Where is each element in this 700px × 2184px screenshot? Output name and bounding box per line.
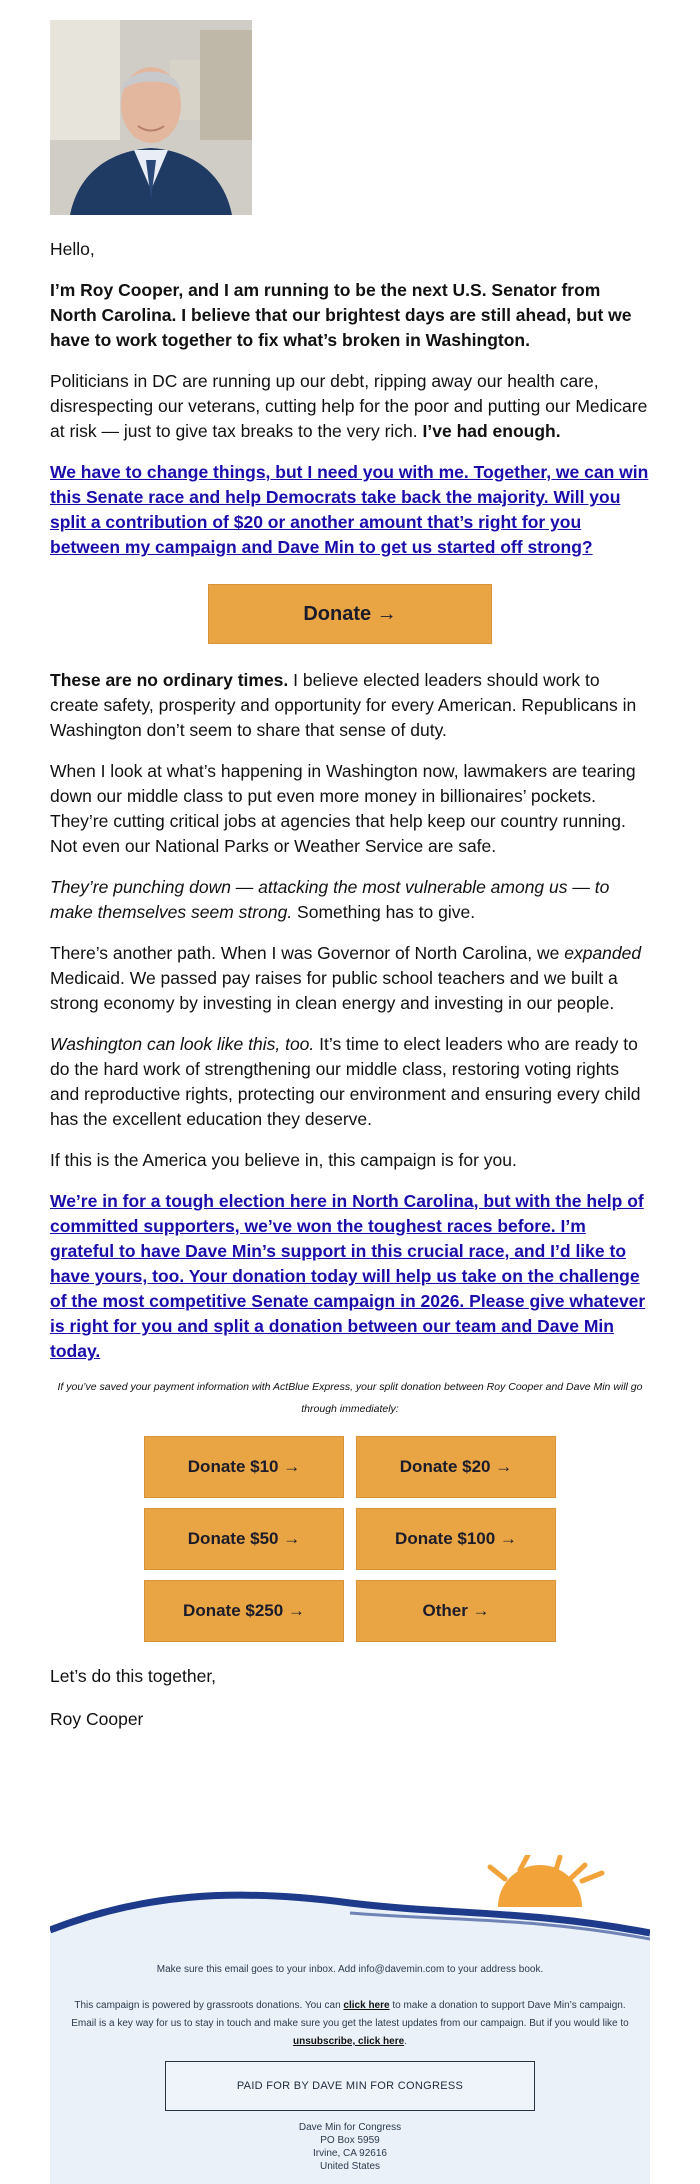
donate-click-here-link[interactable]: click here — [343, 2000, 390, 2011]
powered-note — [70, 1997, 630, 2051]
appeal-paragraph-2 — [50, 1189, 650, 1364]
greeting: Hello, — [50, 239, 95, 259]
signature: Roy Cooper — [50, 1709, 144, 1729]
address-line: Dave Min for Congress — [298, 2122, 402, 2133]
paragraph-punching-down-italic: They’re punching down — attacking the most vulnerable among us — to make themselves seem strong. — [50, 877, 610, 922]
donate-20-button[interactable]: Donate $20 → — [356, 1436, 556, 1498]
donate-other-button[interactable]: Other → — [356, 1580, 556, 1642]
paragraph-another-path — [50, 941, 650, 1016]
paragraph-punching-down-text: Something has to give. — [292, 902, 476, 922]
paragraph-look-like-this — [50, 1032, 650, 1132]
paragraph-another-path-italic: expanded — [564, 943, 642, 963]
candidate-photo-image — [50, 20, 252, 215]
appeal-paragraph-1 — [50, 460, 650, 560]
donate-250-button[interactable]: Donate $250 → — [144, 1580, 344, 1642]
appeal-link-1[interactable]: We have to change things, but I need you with me. Together, we can win this Senate race and help Democrats take back the majority. Will you split a contribution of $20 or another amount that’s right for you between my campaign and Dave Min to get us started off strong? — [50, 462, 649, 557]
paragraph-washington: When I look at what’s happening in Washington now, lawmakers are tearing down our middle class to put even more money in billionaires’ pockets. They’re cutting critical jobs at agencies that help keep our country running. Not even our National Parks or Weather Service are safe. — [50, 761, 636, 856]
footer — [50, 1855, 650, 2184]
paragraph-politicians-bold: I’ve had enough. — [422, 421, 561, 441]
paragraph-look-like-this-italic: Washington can look like this, too. — [50, 1034, 315, 1054]
inbox-note: Make sure this email goes to your inbox. Add info@davemin.com to your address book. — [156, 1964, 544, 1975]
paragraph-punching-down — [50, 875, 650, 925]
paragraph-another-path-b: Medicaid. We passed pay raises for public school teachers and we built a strong economy by investing in clean energy and investing in our people. — [50, 968, 618, 1013]
footer-wave-sun-art — [50, 1855, 650, 1945]
actblue-note: If you’ve saved your payment information with ActBlue Express, your split donation between Roy Cooper and Dave Min will go through immediately: — [57, 1381, 643, 1415]
appeal-link-2[interactable]: We’re in for a tough election here in North Carolina, but with the help of committed supporters, we’ve won the toughest races before. I’m grateful to have Dave Min’s support in this crucial race, and I’d like to have yours, too. Your donation today will help us take on the challenge of the most competitive Senate campaign in 2026. Please give whatever is right for you and split a donation between our team and Dave Min today. — [50, 1191, 646, 1361]
powered-note-a: This campaign is powered by grassroots donations. You can — [74, 2000, 344, 2011]
address-line: United States — [319, 2161, 381, 2172]
paragraph-ordinary-times-text: I believe elected leaders should work to create safety, prosperity and opportunity for every American. Republicans in Washington don’t seem to share that sense of duty. — [50, 670, 637, 740]
donate-50-button[interactable]: Donate $50 → — [144, 1508, 344, 1570]
unsubscribe-link[interactable]: unsubscribe, click here — [293, 2036, 405, 2047]
paragraph-politicians — [50, 369, 650, 444]
paid-for-box: PAID FOR BY DAVE MIN FOR CONGRESS — [165, 2061, 535, 2111]
intro-paragraph: I’m Roy Cooper, and I am running to be the next U.S. Senator from North Carolina. I believe that our brightest days are still ahead, but we have to work together to fix what’s broken in Washington. — [50, 280, 632, 350]
candidate-photo — [50, 20, 252, 215]
paragraph-politicians-text: Politicians in DC are running up our debt, ripping away our health care, disrespecting our veterans, cutting help for the poor and putting our Medicare at risk — just to give tax breaks to the very rich. — [50, 371, 648, 441]
donate-10-button[interactable]: Donate $10 → — [144, 1436, 344, 1498]
donate-100-button[interactable]: Donate $100 → — [356, 1508, 556, 1570]
email-body — [50, 20, 650, 1732]
address-line: Irvine, CA 92616 — [313, 2148, 387, 2159]
address-line: PO Box 5959 — [320, 2135, 380, 2146]
paragraph-ordinary-times-bold: These are no ordinary times. — [50, 670, 289, 690]
mailing-address — [70, 2121, 630, 2173]
paragraph-look-like-this-text: It’s time to elect leaders who are ready to do the hard work of strengthening our middle class, restoring voting rights and reproductive rights, protecting our environment and ensuring every child has the excellent education they deserve. — [50, 1034, 641, 1129]
powered-note-b: to make a donation to support Dave Min’s campaign. Email is a key way for us to stay in touch and make sure you get the latest updates from our campaign. But if you would like to — [71, 2000, 629, 2029]
donate-amount-grid — [144, 1436, 556, 1642]
paragraph-this-campaign: If this is the America you believe in, this campaign is for you. — [50, 1150, 517, 1170]
footer-text — [70, 1961, 630, 2173]
signoff: Let’s do this together, — [50, 1666, 217, 1686]
donate-button[interactable]: Donate → — [208, 584, 492, 644]
powered-note-c: . — [404, 2036, 407, 2047]
paragraph-another-path-a: There’s another path. When I was Governor of North Carolina, we — [50, 943, 565, 963]
paragraph-ordinary-times — [50, 668, 650, 743]
